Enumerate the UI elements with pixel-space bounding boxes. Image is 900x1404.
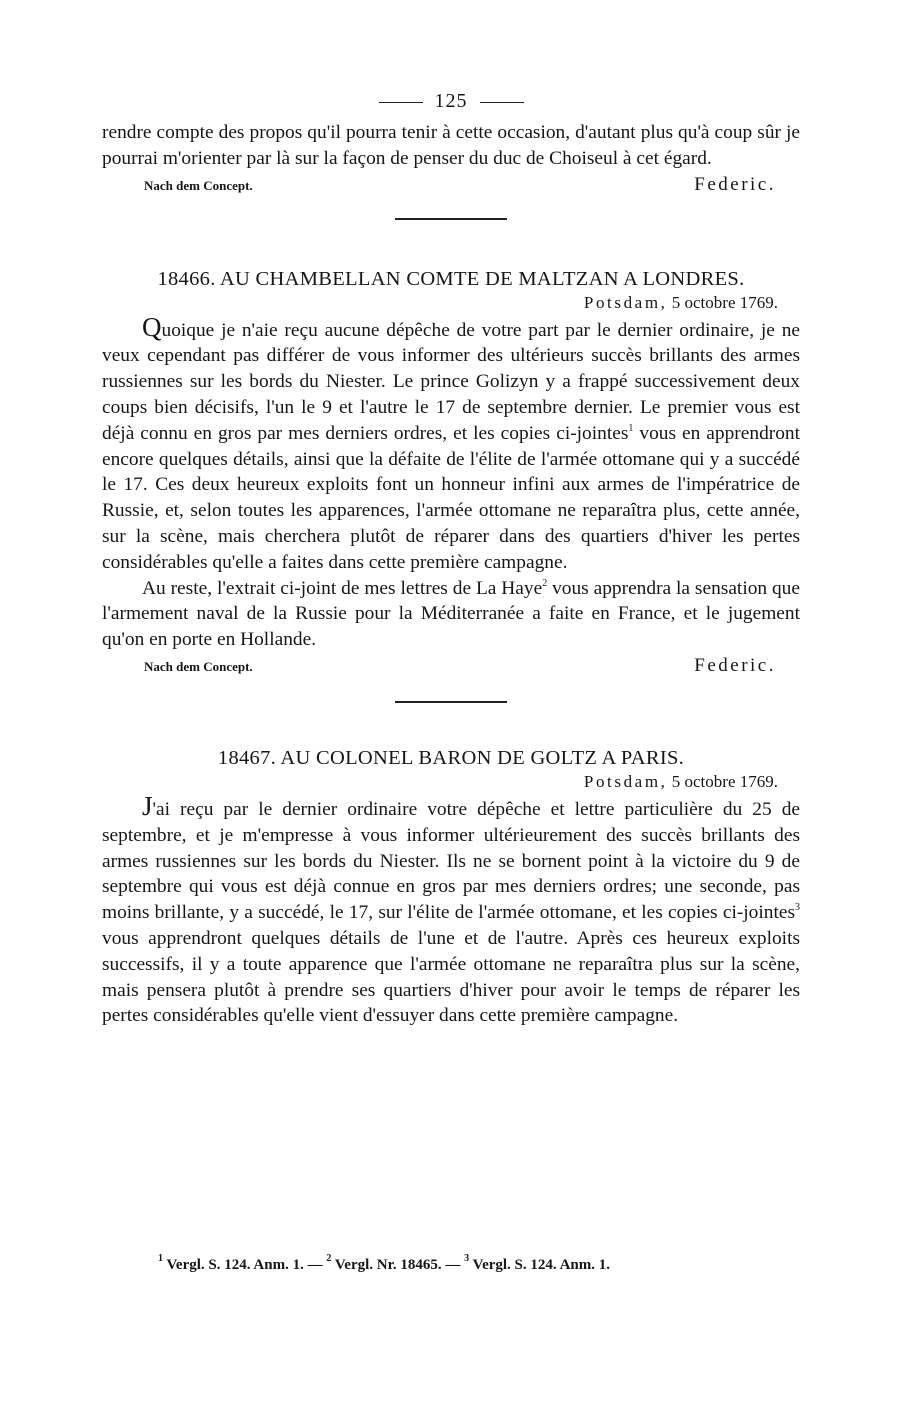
footnotes [102,1253,800,1275]
drop-cap: J [142,790,153,821]
section-divider [395,218,507,220]
letter-dateline [102,772,800,792]
header-rule-left [379,102,423,103]
paragraph-text: vous apprendra la sensation que l'armement naval de la Russie pour la Méditerranée a faite en France, et le jugement qu'on en porte en Hollande. [102,577,800,651]
section-divider [395,701,507,703]
document-page [102,88,800,1029]
dateline-place: Potsdam, [583,771,668,791]
continuation-closing [102,172,800,196]
letter-paragraph [102,576,800,653]
footnote-number: 3 [464,1253,470,1264]
page-header [102,88,800,114]
footnote-text: Vergl. S. 124. Anm. 1. — [163,1257,327,1273]
page-number: 125 [434,90,468,112]
dateline-date: 5 octobre 1769. [671,771,778,791]
source-note: Nach dem Concept. [144,177,253,193]
signature: Federic. [694,654,776,676]
footnote-text: Vergl. S. 124. Anm. 1. [469,1257,610,1273]
signature: Federic. [694,173,776,195]
paragraph-text: 'ai reçu par le dernier ordinaire votre dépêche et lettre particulière du 25 de septembre, et je m'empresse à vous informer ultérieurement des succès brillants des armes russiennes sur les bords du Niester. Ils ne se bornent point à la victoire du 9 de septembre qui vous est déjà connue en gros par mes derniers ordres; une seconde, pas moins brillante, y a succédé, le 17, sur l'élite de l'armée ottomane, et les copies ci-jointes [102,798,800,924]
letter-paragraph [102,311,800,576]
footnote-number: 1 [158,1253,163,1264]
footnote-ref: 3 [795,902,800,914]
letter-dateline [102,293,800,313]
letter-paragraph [102,790,800,1029]
paragraph-text: vous apprendront quelques détails de l'une et de l'autre. Après ces heureux exploits successifs, il y a toute apparence que l'armée ottomane ne reparaîtra plus sur la scène, mais pensera plutôt à prendre ses quartiers d'hiver pour avoir le temps de réparer les pertes considérables qu'elle vient d'essuyer dans cette première campagne. [102,927,800,1027]
header-rule-right [480,102,524,103]
footnote-ref: 1 [628,422,634,434]
letter-heading: 18466. AU CHAMBELLAN COMTE DE MALTZAN A LONDRES. [157,267,745,290]
paragraph-text: Au reste, l'extrait ci-joint de mes lettres de La Haye [142,577,543,599]
continuation-paragraph: rendre compte des propos qu'il pourra tenir à cette occasion, d'autant plus qu'à coup sûr je pourrai m'orienter par là sur la façon de penser du duc de Choiseul à cet égard. [102,122,800,169]
source-note: Nach dem Concept. [144,658,253,674]
letter-closing [102,653,800,677]
paragraph-text: vous en apprendront encore quelques détails, ainsi que la défaite de l'élite de l'armée ottomane qui y a succédé le 17. Ces deux heureux exploits font un honneur infini aux armes de l'impératrice de Russie, et, selon toutes les apparences, l'armée ottomane ne reparaîtra plus, cette année, sur la scène, mais cherchera plutôt de réparer dans des quartiers d'hiver les pertes considérables qu'elle a faites dans cette première campagne. [102,422,800,573]
footnote-text: Vergl. Nr. 18465. — [331,1257,465,1273]
dateline-date: 5 octobre 1769. [671,292,778,312]
paragraph-text: uoique je n'aie reçu aucune dépêche de votre part par le dernier ordinaire, je ne veux cependant pas différer de vous informer des ultérieurs succès brillants des armes russiennes sur les bords du Niester. Le prince Golizyn y a frappé successivement deux coups bien décisifs, l'un le 9 et l'autre le 17 de septembre dernier. Le premier vous est déjà connu en gros par mes derniers ordres, et les copies ci-jointes [102,319,800,444]
footnote-number: 2 [326,1253,332,1264]
letter-heading: 18467. AU COLONEL BARON DE GOLTZ A PARIS. [217,746,685,769]
dateline-place: Potsdam, [583,292,668,312]
drop-cap: Q [142,311,162,342]
footnote-ref: 2 [542,577,548,589]
